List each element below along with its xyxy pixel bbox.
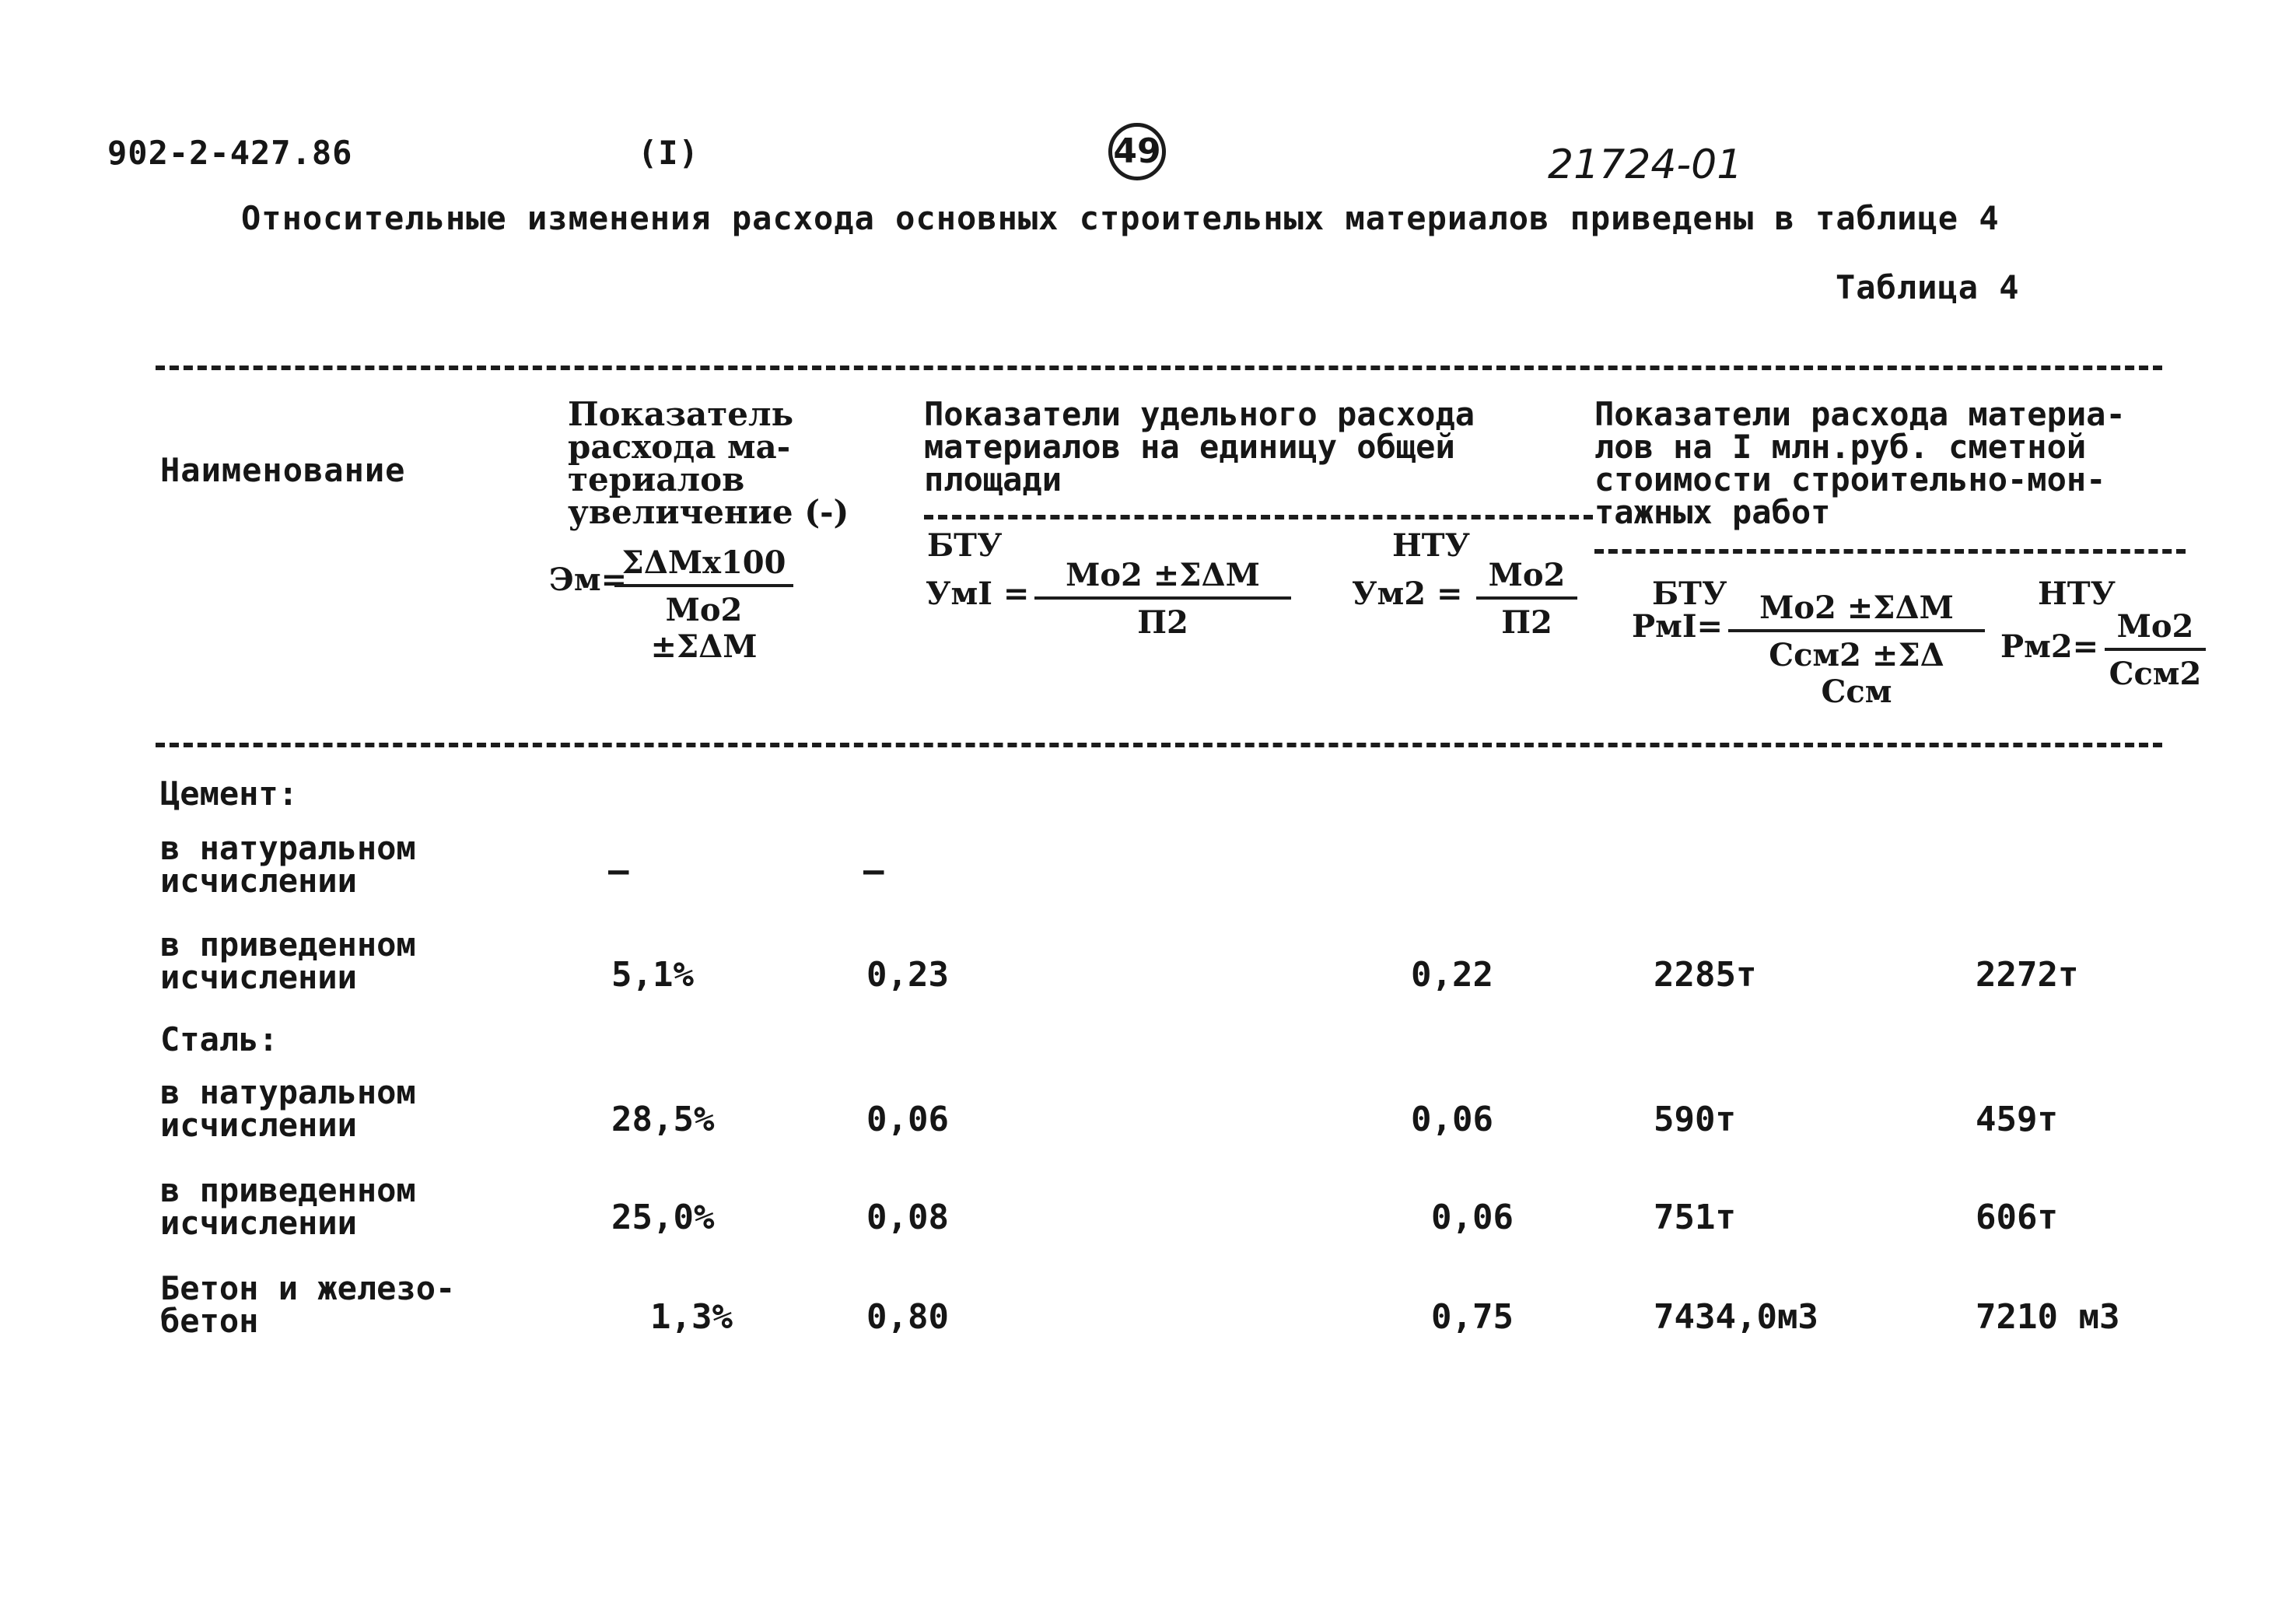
cell-btu: 0,80: [866, 1297, 949, 1337]
cost-subheader-rule: [1594, 549, 2186, 554]
table-label: Таблица 4: [1836, 268, 2020, 306]
btu-formula-denominator: П2: [1137, 604, 1188, 641]
handwritten-number: 21724-01: [1548, 142, 1743, 188]
ntu-label: НТУ: [1392, 527, 1471, 564]
cell-btu: –: [863, 851, 884, 890]
ntu-formula: [1476, 557, 1577, 641]
header-indicator: Показатель расхода ма- териалов увеличение (-): [568, 395, 849, 531]
row-name: Сталь:: [160, 1020, 278, 1058]
cost-btu-label: БТУ: [1652, 575, 1727, 612]
row-name: в натуральном исчислении: [160, 829, 416, 900]
header-bottom-rule: [156, 743, 2162, 747]
cell-cost-btu: 7434,0м3: [1654, 1297, 1818, 1337]
intro-text: Относительные изменения расхода основных строительных материалов приведены в таблице 4: [241, 199, 2000, 237]
cost-ntu-formula-denominator: Ссм2: [2109, 656, 2202, 692]
btu-formula: [1034, 557, 1291, 641]
indicator-formula-lhs: Эм=: [549, 561, 628, 598]
document-code: 902-2-427.86: [107, 134, 353, 172]
table-top-rule: [156, 366, 2162, 370]
cell-cost-btu: 590т: [1654, 1100, 1736, 1139]
row-name: в натуральном исчислении: [160, 1073, 416, 1144]
cell-cost-ntu: 606т: [1976, 1198, 2058, 1237]
cost-btu-formula-numerator: Мо2 ±ΣΔМ: [1728, 589, 1985, 632]
issue-number: (I): [638, 134, 699, 172]
cost-btu-formula-denominator: Ссм2 ±ΣΔ Ссм: [1769, 637, 1944, 710]
btu-label: БТУ: [927, 527, 1003, 564]
cost-btu-formula: [1728, 589, 1985, 710]
cell-cost-ntu: 7210 м3: [1976, 1297, 2120, 1337]
cell-indicator: 25,0%: [611, 1198, 715, 1237]
ntu-formula-denominator: П2: [1501, 604, 1552, 641]
specific-subheader-rule: [924, 515, 1593, 519]
cell-btu: 0,06: [866, 1100, 949, 1139]
cell-btu: 0,23: [866, 955, 949, 995]
cell-ntu: 0,06: [1431, 1198, 1514, 1237]
cell-indicator: 1,3%: [650, 1297, 733, 1337]
cell-indicator: 5,1%: [611, 955, 694, 995]
indicator-formula-denominator: Мо2 ±ΣΔМ: [650, 592, 758, 665]
header-cost-consumption: Показатели расхода материа- лов на I млн.руб. сметной стоимости строительно-мон- тажных работ: [1594, 395, 2126, 531]
cell-cost-btu: 751т: [1654, 1198, 1736, 1237]
header-name: Наименование: [160, 451, 406, 489]
cell-ntu: 0,75: [1431, 1297, 1514, 1337]
cost-ntu-formula-lhs: Рм2=: [2000, 628, 2099, 665]
ntu-formula-numerator: Мо2: [1476, 557, 1577, 600]
row-name: Цемент:: [160, 775, 299, 813]
row-name: Бетон и железо- бетон: [160, 1269, 456, 1340]
cell-indicator: 28,5%: [611, 1100, 715, 1139]
cost-ntu-label: НТУ: [2038, 575, 2116, 612]
page-number-stamp: 49: [1108, 123, 1166, 180]
row-name: в приведенном исчислении: [160, 1171, 416, 1242]
row-name: в приведенном исчислении: [160, 925, 416, 996]
cost-ntu-formula-numerator: Мо2: [2105, 608, 2206, 651]
cell-cost-btu: 2285т: [1654, 955, 1757, 995]
indicator-formula: [614, 544, 793, 665]
cost-btu-formula-lhs: РмI=: [1632, 608, 1724, 645]
cell-ntu: 0,06: [1411, 1100, 1493, 1139]
cell-indicator: –: [608, 851, 629, 890]
cell-btu: 0,08: [866, 1198, 949, 1237]
cell-cost-ntu: 2272т: [1976, 955, 2079, 995]
ntu-formula-lhs: Ум2 =: [1352, 575, 1463, 612]
cell-cost-ntu: 459т: [1976, 1100, 2058, 1139]
cost-ntu-formula: [2105, 608, 2206, 692]
indicator-formula-numerator: ΣΔМх100: [614, 544, 793, 587]
header-specific-consumption: Показатели удельного расхода материалов на единицу общей площади: [924, 395, 1475, 498]
btu-formula-numerator: Мо2 ±ΣΔМ: [1034, 557, 1291, 600]
btu-formula-lhs: УмI =: [926, 575, 1030, 612]
cell-ntu: 0,22: [1411, 955, 1493, 995]
